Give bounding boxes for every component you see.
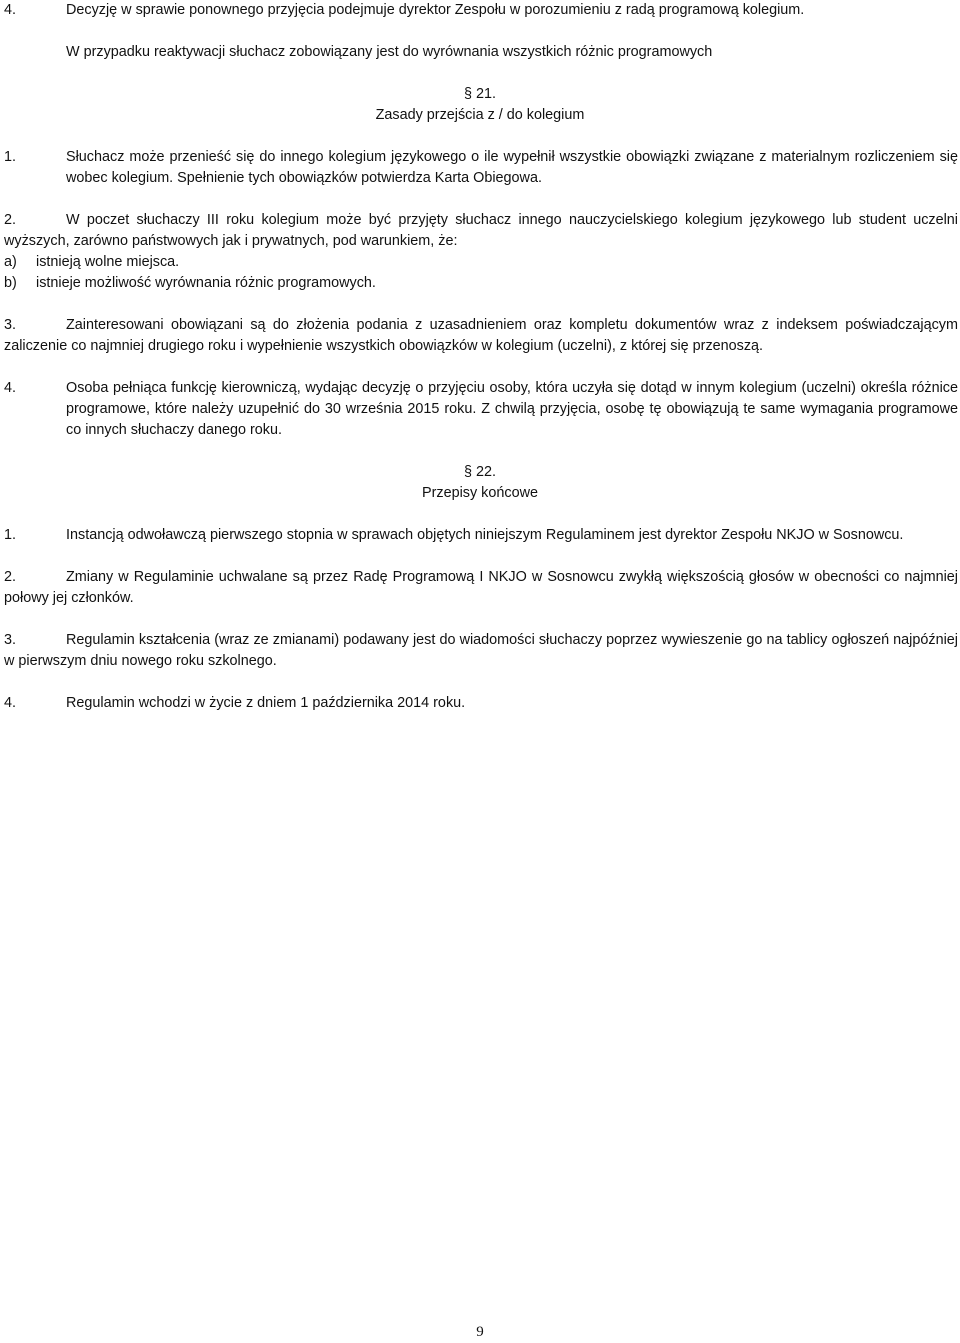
item-number: 3.	[4, 632, 17, 648]
sub-item-text: istnieją wolne miejsca.	[36, 254, 180, 270]
section-21-item-3	[4, 315, 958, 357]
item-text-continuation: W przypadku reaktywacji słuchacz zobowiązany jest do wyrównania wszystkich różnic programowych	[66, 44, 713, 60]
item-text: Instancją odwoławczą pierwszego stopnia w sprawach objętych niniejszym Regulaminem jest dyrektor Zespołu NKJO w Sosnowcu.	[66, 527, 904, 543]
item-number: 4.	[4, 695, 17, 711]
section-22-item-1	[0, 525, 960, 546]
item-number: 4.	[4, 380, 17, 396]
item-number: 1.	[4, 527, 17, 543]
item-text: Decyzję w sprawie ponownego przyjęcia podejmuje dyrektor Zespołu w porozumieniu z radą programową kolegium.	[66, 2, 805, 18]
sub-item-letter: a)	[4, 254, 17, 270]
section-sign: §	[463, 86, 472, 102]
item-text: Regulamin kształcenia (wraz ze zmianami) podawany jest do wiadomości słuchaczy poprzez wywieszenie go na tablicy ogłoszeń najpóźniej w pierwszym dniu nowego roku szkolnego.	[4, 632, 958, 669]
section-22-number: § 22.	[463, 464, 497, 480]
section-22-item-2	[4, 567, 958, 609]
section-21-item-1	[0, 147, 960, 189]
item-number: 2.	[4, 212, 17, 228]
item-text: W poczet słuchaczy III roku kolegium może być przyjęty słuchacz innego nauczycielskiego kolegium językowego lub student uczelni wyższych, zarówno państwowych jak i prywatnych, pod warunkiem, że:	[4, 212, 958, 249]
top-item-4-continuation	[0, 42, 960, 63]
top-item-4	[0, 0, 960, 21]
item-number: 4.	[4, 2, 17, 18]
item-text: Osoba pełniąca funkcję kierowniczą, wydając decyzję o przyjęciu osoby, która uczyła się dotąd w innym kolegium (uczelni) określa różnice programowe, które należy uzupełnić do 30 września 2015 roku. Z chwilą przyjęcia, osobę tę obowiązują te same wymagania programowe co innych słuchaczy danego roku.	[66, 380, 958, 438]
sub-item-a	[4, 252, 958, 273]
item-text: Regulamin wchodzi w życie z dniem 1 października 2014 roku.	[66, 695, 466, 711]
page-number: 9	[476, 1324, 484, 1340]
section-sign: §	[463, 464, 472, 480]
item-number: 2.	[4, 569, 17, 585]
section-22-item-3	[4, 630, 958, 672]
section-21-item-2	[4, 210, 958, 294]
section-21-number: § 21.	[463, 86, 497, 102]
item-text: Zainteresowani obowiązani są do złożenia podania z uzasadnieniem oraz kompletu dokumentów wraz z indeksem poświadczającym zaliczenie co najmniej drugiego roku i wypełnienie wszystkich obowiązków w kolegium (uczelni), z której się przenoszą.	[4, 317, 958, 354]
sub-item-b	[4, 273, 958, 294]
item-number: 3.	[4, 317, 17, 333]
item-number: 1.	[4, 149, 17, 165]
section-21-heading	[0, 84, 960, 126]
section-22-title: Przepisy końcowe	[422, 485, 538, 501]
sub-item-letter: b)	[4, 275, 17, 291]
section-21-item-4	[0, 378, 960, 441]
section-22-item-4	[0, 693, 960, 714]
section-22-heading	[0, 462, 960, 504]
item-text: Zmiany w Regulaminie uchwalane są przez Radę Programową I NKJO w Sosnowcu zwykłą większością głosów w obecności co najmniej połowy jej członków.	[4, 569, 958, 606]
item-text: Słuchacz może przenieść się do innego kolegium językowego o ile wypełnił wszystkie obowiązki związane z materialnym rozliczeniem się wobec kolegium. Spełnienie tych obowiązków potwierdza Karta Obiegowa.	[66, 149, 958, 186]
sub-item-text: istnieje możliwość wyrównania różnic programowych.	[36, 275, 376, 291]
section-21-title: Zasady przejścia z / do kolegium	[375, 107, 585, 123]
